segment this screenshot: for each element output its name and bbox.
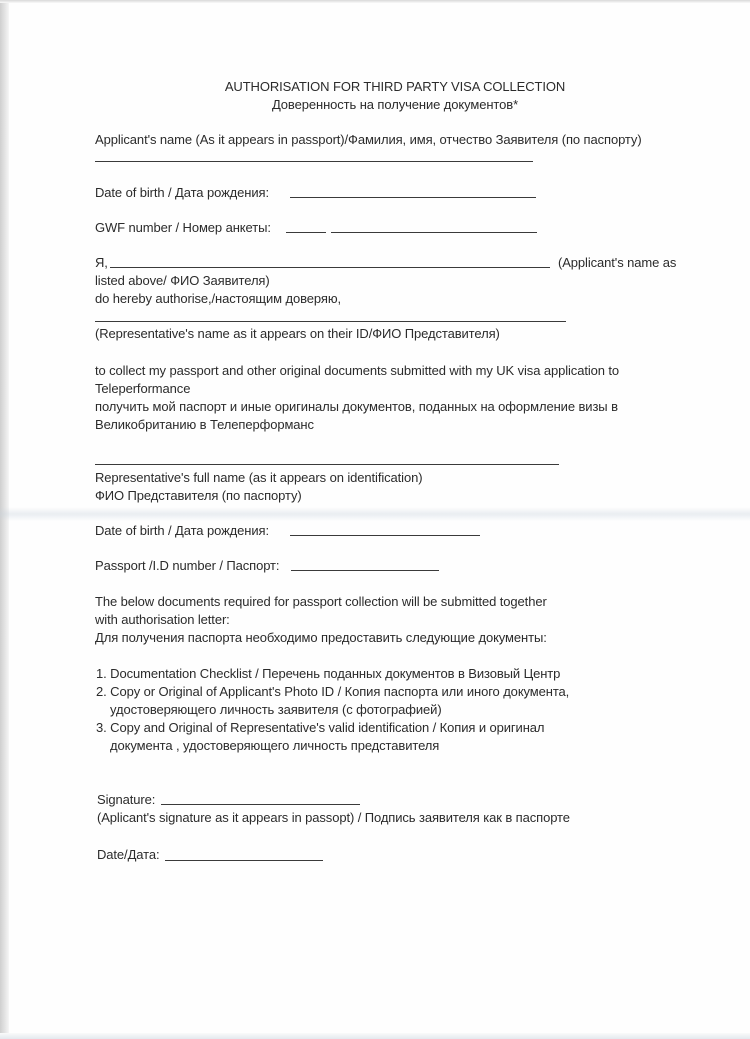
representative-passport-label: Passport /I.D number / Паспорт: (95, 558, 280, 573)
representative-passport-field[interactable] (291, 570, 439, 571)
signature-field[interactable] (161, 804, 360, 805)
collect-text-ru-line-1: получить мой паспорт и иные оригиналы документов, поданных на оформление визы в (95, 399, 618, 414)
representative-dob-label: Date of birth / Дата рождения: (95, 523, 269, 538)
documents-intro-ru: Для получения паспорта необходимо предоставить следующие документы: (95, 630, 547, 645)
paper-fold-line (0, 507, 750, 521)
applicant-name-label: Applicant's name (As it appears in passport)/Фамилия, имя, отчество Заявителя (по паспорту) (95, 132, 642, 147)
document-list-item-3: 3. Copy and Original of Representative's valid identification / Копия и оригинал (96, 720, 545, 735)
document-title: AUTHORISATION FOR THIRD PARTY VISA COLLECTION (224, 79, 566, 94)
applicant-dob-field[interactable] (290, 197, 536, 198)
representative-name-caption: (Representative's name as it appears on their ID/ФИО Представителя) (95, 326, 500, 341)
applicant-name-as-listed-caption-2: listed above/ ФИО Заявителя) (95, 273, 270, 288)
document-list-item-2-continued: удостоверяющего личность заявителя (с фотографией) (110, 702, 442, 717)
i-label: Я, (95, 255, 108, 270)
applicant-dob-label: Date of birth / Дата рождения: (95, 185, 269, 200)
document-list-item-3-continued: документа , удостоверяющего личность представителя (110, 738, 440, 753)
representative-full-name-label-en: Representative's full name (as it appears on identification) (95, 470, 423, 485)
representative-dob-field[interactable] (290, 535, 480, 536)
date-field[interactable] (165, 860, 323, 861)
gwf-number-field[interactable] (331, 232, 537, 233)
document-list-item-2: 2. Copy or Original of Applicant's Photo ID / Копия паспорта или иного документа, (96, 684, 570, 699)
representative-full-name-field[interactable] (95, 464, 559, 465)
page-top-edge-shadow (0, 0, 750, 3)
gwf-number-prefix-field[interactable] (286, 232, 326, 233)
authorise-text: do hereby authorise,/настоящим доверяю, (95, 291, 342, 306)
collect-text-en-line-1: to collect my passport and other original documents submitted with my UK visa application to (95, 363, 620, 378)
page-bottom-edge-shadow (0, 1033, 750, 1039)
applicant-name-repeat-field[interactable] (110, 267, 550, 268)
representative-full-name-label-ru: ФИО Представителя (по паспорту) (95, 488, 302, 503)
documents-intro-en-line-2: with authorisation letter: (95, 612, 230, 627)
date-label: Date/Дата: (97, 847, 160, 862)
document-list-item-1: 1. Documentation Checklist / Перечень поданных документов в Визовый Центр (96, 666, 561, 681)
applicant-name-field[interactable] (95, 161, 533, 162)
applicant-name-as-listed-caption-1: (Applicant's name as (558, 255, 677, 270)
signature-caption: (Aplicant's signature as it appears in passopt) / Подпись заявителя как в паспорте (97, 810, 570, 825)
representative-name-field[interactable] (95, 321, 566, 322)
collect-text-ru-line-2: Великобританию в Телеперформанс (95, 417, 314, 432)
gwf-number-label: GWF number / Номер анкеты: (95, 220, 271, 235)
signature-label: Signature: (97, 792, 156, 807)
collect-text-en-line-2: Teleperformance (95, 381, 191, 396)
documents-intro-en-line-1: The below documents required for passport collection will be submitted together (95, 594, 547, 609)
document-subtitle: Доверенность на получение документов* (271, 97, 519, 112)
